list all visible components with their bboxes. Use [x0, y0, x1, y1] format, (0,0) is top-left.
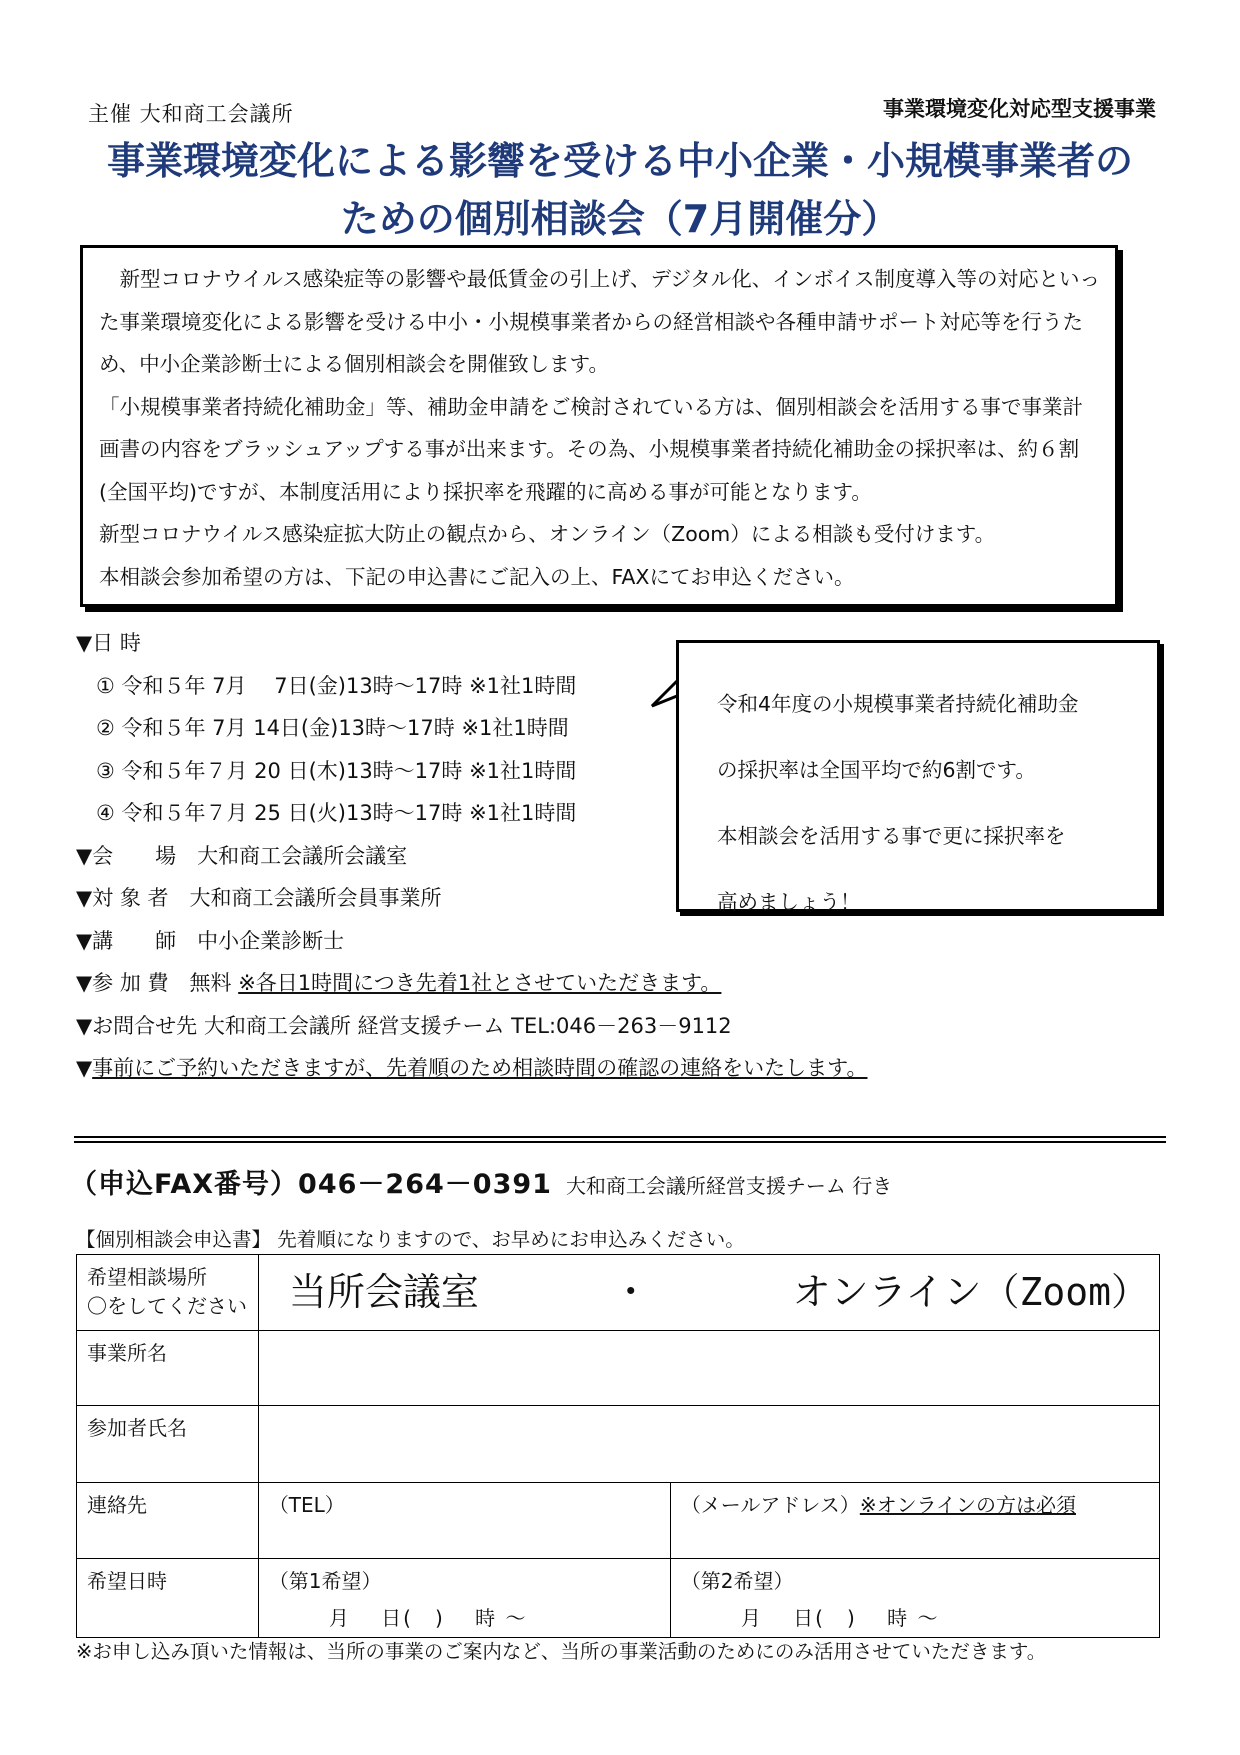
email-field[interactable] [670, 1483, 1159, 1559]
location-instruction: 〇をしてください [87, 1294, 247, 1318]
callout-line2: の採択率は全国平均で約6割です。 [717, 758, 1036, 782]
email-required-note: ※オンラインの方は必須 [859, 1493, 1076, 1517]
email-label: （メールアドレス） [680, 1493, 860, 1517]
schedule-item-4: ④ 令和５年７月 25 日(火)13時～17時 ※1社1時間 [96, 801, 577, 825]
privacy-footnote: ※お申し込み頂いた情報は、当所の事業のご案内など、当所の事業活動のためにのみ活用させていただきます。 [76, 1640, 1047, 1663]
schedule-item-3: ③ 令和５年７月 20 日(木)13時～17時 ※1社1時間 [96, 758, 577, 783]
fee-note: ※各日1時間につき先着1社とさせていただきます。 [238, 971, 722, 995]
tel-field[interactable] [258, 1483, 670, 1559]
schedule-item-2: ② 令和５年 7月 14日(金)13時～17時 ※1社1時間 [96, 716, 569, 740]
fax-number: （申込FAX番号）046－264－0391 [70, 1169, 552, 1200]
tel-label: （TEL） [268, 1493, 345, 1517]
intro-paragraph-3: 新型コロナウイルス感染症拡大防止の観点から、オンライン（Zoom）による相談も受付けます。 [99, 522, 996, 546]
form-heading: 【個別相談会申込書】 先着順になりますので、お早めにお申込みください。 [76, 1228, 745, 1251]
lecturer: ▼講 師 中小企業診断士 [76, 928, 345, 953]
location-label-cell [77, 1255, 259, 1331]
first-choice-field[interactable] [258, 1559, 670, 1638]
schedule-item-1: ① 令和５年 7月 7日(金)13時～17時 ※1社1時間 [96, 673, 577, 698]
callout-line1: 令和4年度の小規模事業者持続化補助金 [717, 692, 1079, 716]
page-title-line2: ための個別相談会（7月開催分） [340, 197, 900, 241]
fax-destination: 大和商工会議所経営支援チーム 行き [565, 1174, 893, 1198]
reservation-notice [76, 1047, 867, 1090]
first-choice-label: （第1希望） [268, 1569, 382, 1593]
intro-paragraph-2: 「小規模事業者持続化補助金」等、補助金申請をご検討されている方は、個別相談会を活用する事で事業計画書の内容をブラッシュアップする事が出来ます。その為、小規模事業者持続化補助金の採択率は、約６割(全国平均)ですが、本制度活用により採択率を飛躍的に高める事が可能となります。 [99, 394, 1083, 504]
fee [76, 962, 867, 1005]
second-choice-field[interactable] [670, 1559, 1159, 1638]
callout-box [676, 640, 1160, 912]
intro-box [80, 245, 1118, 607]
target-audience: ▼対 象 者 大和商工会議所会員事業所 [76, 886, 442, 910]
notice-marker: ▼ [76, 1056, 93, 1080]
intro-paragraph-4: 本相談会参加希望の方は、下記の申込書にご記入の上、FAXにてお申込ください。 [99, 564, 855, 589]
divider-top [74, 1136, 1166, 1138]
date-heading: ▼日 時 [76, 631, 141, 655]
option-online-zoom[interactable]: オンライン（Zoom） [792, 1270, 1149, 1314]
organizer: 主催 大和商工会議所 [88, 102, 294, 126]
option-meeting-room[interactable]: 当所会議室 [288, 1270, 479, 1314]
venue: ▼会 場 大和商工会議所会議室 [76, 843, 408, 868]
location-label: 希望相談場所 [87, 1265, 207, 1289]
business-name-label: 事業所名 [77, 1331, 259, 1406]
notice-text: 事前にご予約いただきますが、先着順のため相談時間の確認の連絡をいたします。 [92, 1056, 868, 1080]
callout-line3: 本相談会を活用する事で更に採択率を [717, 824, 1066, 848]
second-choice-label: （第2希望） [680, 1569, 794, 1593]
program-name: 事業環境変化対応型支援事業 [883, 97, 1156, 121]
callout-line4: 高めましょう！ [717, 890, 861, 914]
second-choice-date: 月 日( ) 時 ～ [740, 1606, 940, 1630]
first-choice-date: 月 日( ) 時 ～ [328, 1606, 528, 1630]
option-separator: ・ [611, 1270, 650, 1314]
location-choice-cell[interactable] [258, 1255, 1159, 1331]
business-name-field[interactable] [258, 1331, 1159, 1406]
intro-paragraph-1: 新型コロナウイルス感染症等の影響や最低賃金の引上げ、デジタル化、インボイス制度導入等の対応といった事業環境変化による影響を受ける中小・小規模事業者からの経営相談や各種申請サポート対応等を行うため、中小企業診断士による個別相談会を開催致します。 [99, 267, 1101, 376]
attendee-name-field[interactable] [258, 1406, 1159, 1483]
page-title-line1: 事業環境変化による影響を受ける中小企業・小規模事業者の [106, 139, 1133, 183]
fax-number-line [70, 1162, 892, 1201]
contact-info: ▼お問合せ先 大和商工会議所 経営支援チーム TEL:046－263－9112 [76, 1013, 732, 1038]
divider-bottom [74, 1141, 1166, 1143]
fee-label: ▼参 加 費 無料 [76, 971, 239, 995]
preferred-date-label: 希望日時 [77, 1559, 259, 1638]
application-form [76, 1254, 1160, 1638]
attendee-name-label: 参加者氏名 [77, 1406, 259, 1483]
contact-label: 連絡先 [77, 1483, 259, 1559]
